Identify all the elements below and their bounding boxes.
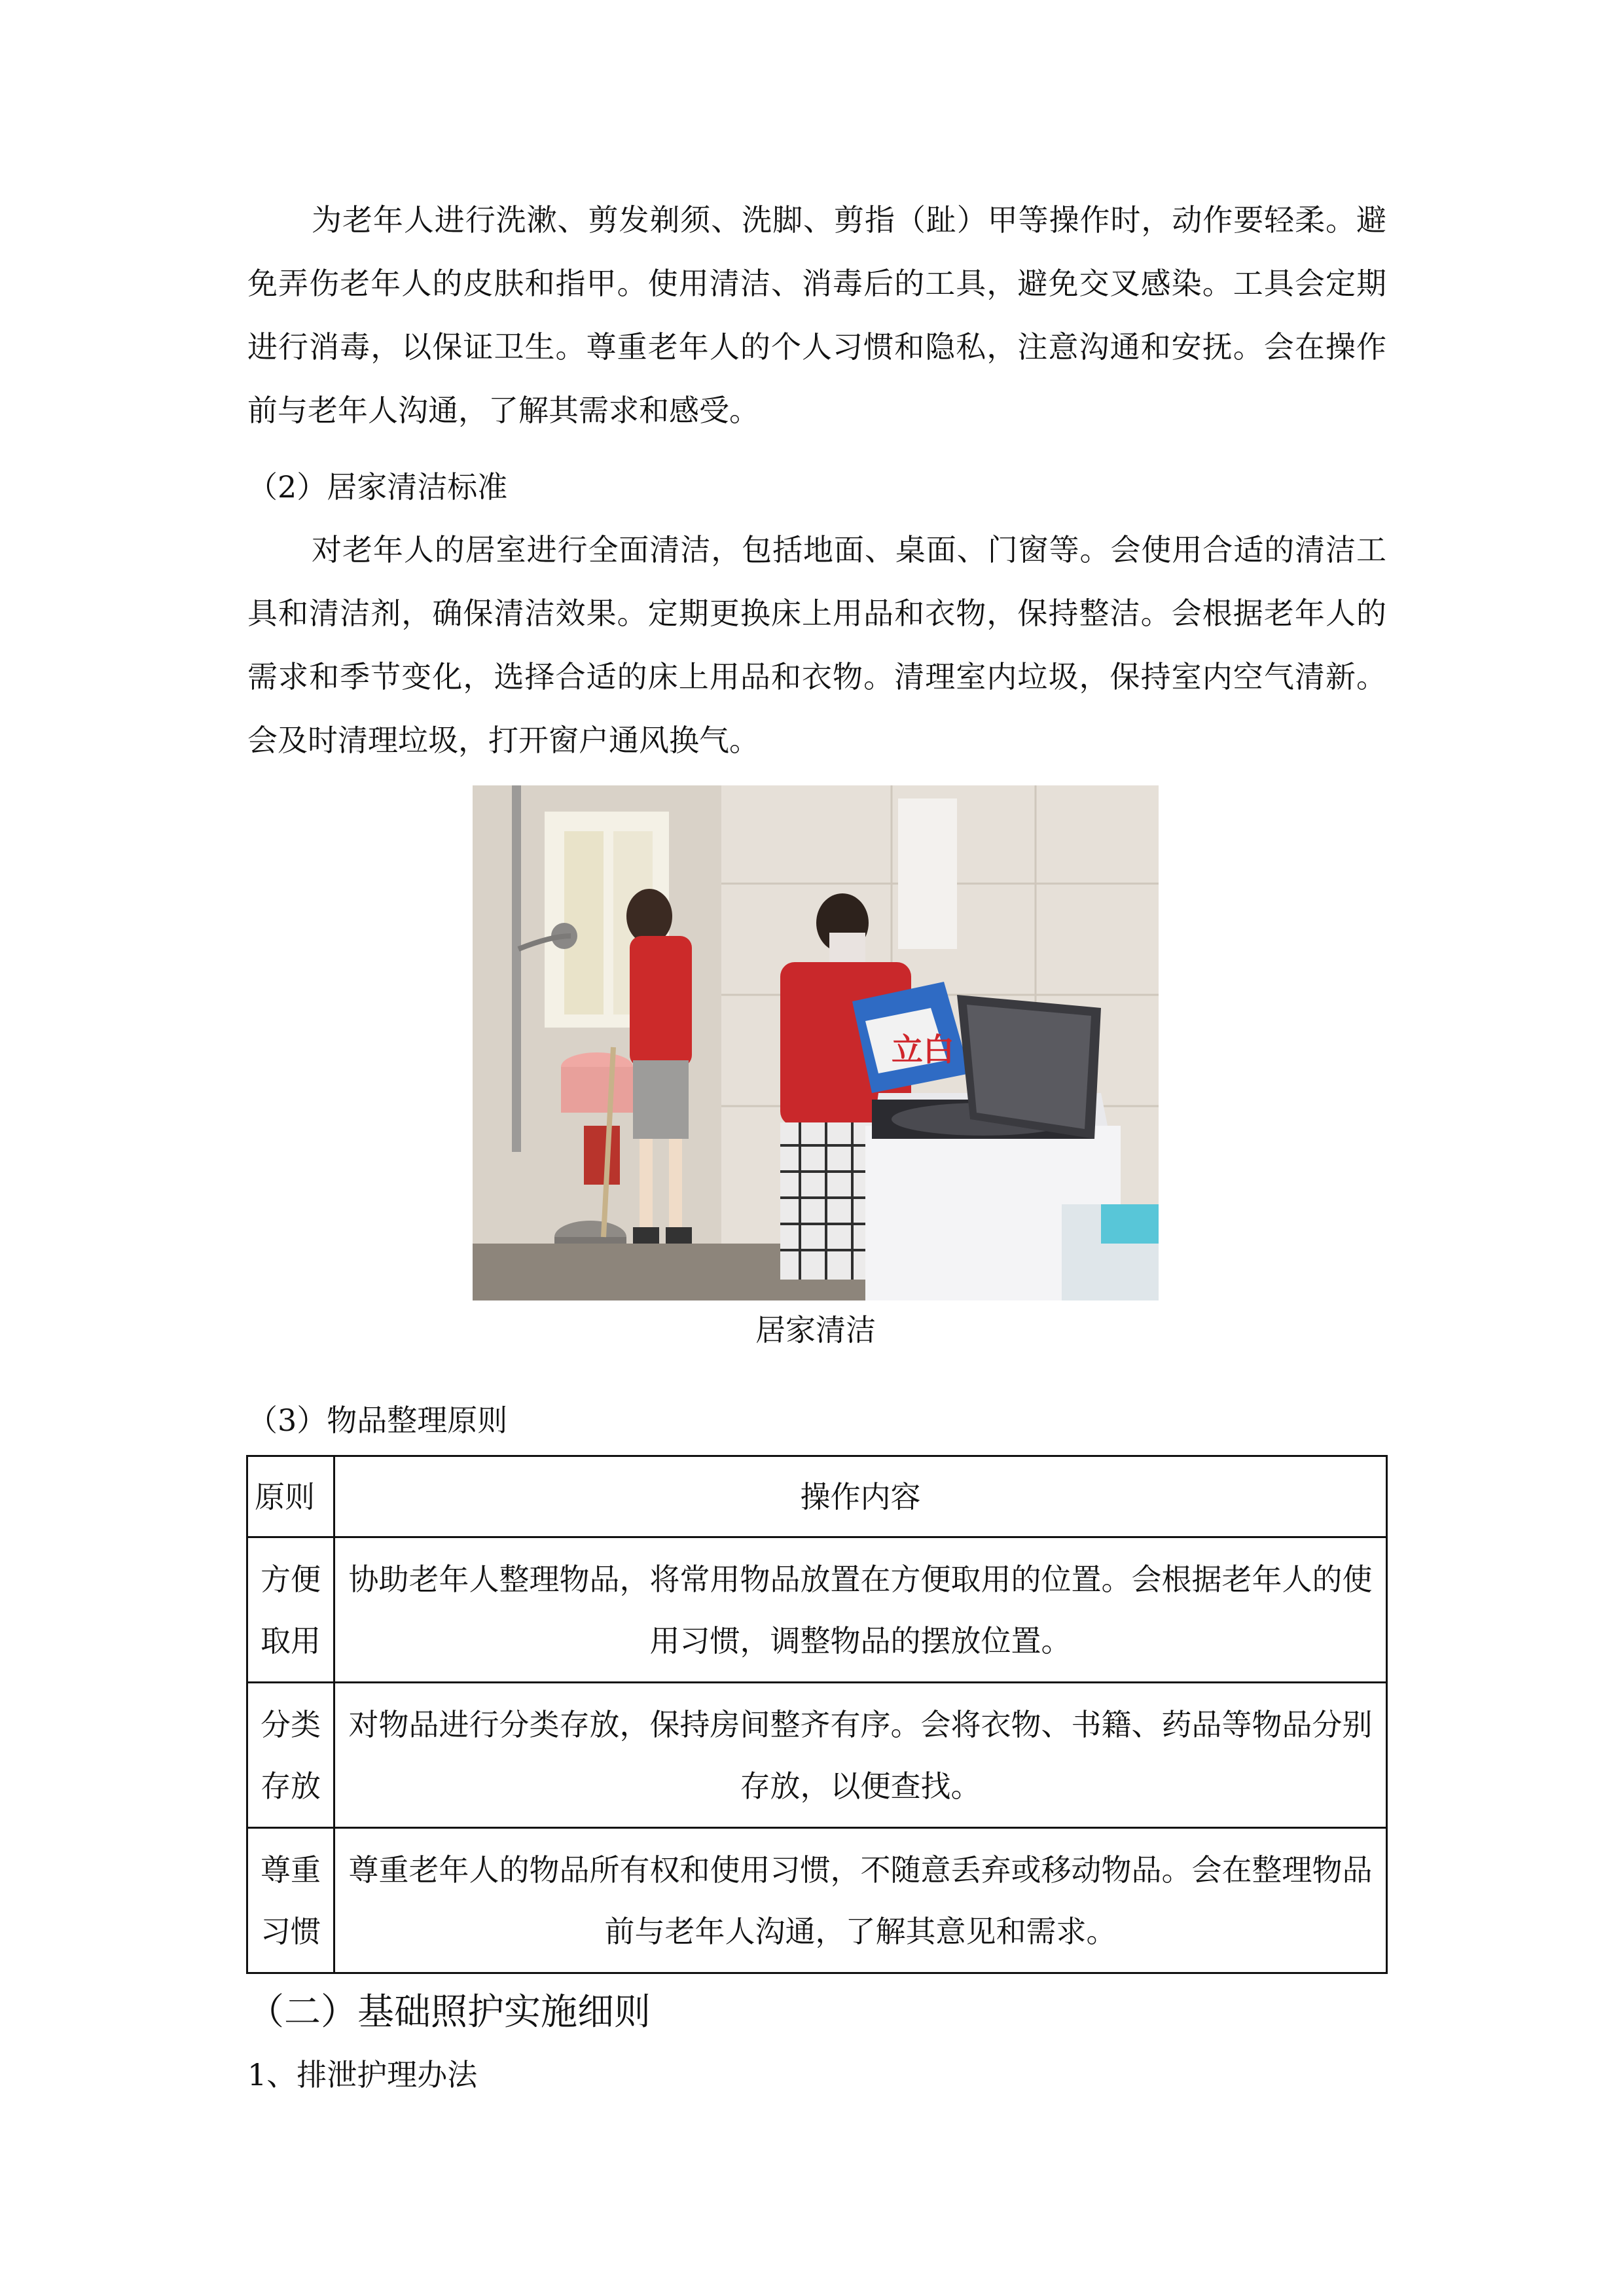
- table-cell-principle: 尊重习惯: [247, 1828, 334, 1973]
- photo-caption: 居家清洁: [755, 1312, 876, 1348]
- intro-paragraph: 为老年人进行洗漱、剪发剃须、洗脚、剪指（趾）甲等操作时，动作要轻柔。避免弄伤老年人的皮肤和指甲。使用清洁、消毒后的工具，避免交叉感染。工具会定期进行消毒，以保证卫生。尊重老年人的个人习惯和隐私，注意沟通和安抚。会在操作前与老年人沟通，了解其需求和感受。: [247, 202, 1386, 428]
- subheading-excretion-care: 1、排泄护理办法: [247, 2057, 478, 2092]
- cleaning-paragraph: 对老年人的居室进行全面清洁，包括地面、桌面、门窗等。会使用合适的清洁工具和清洁剂，确保清洁效果。定期更换床上用品和衣物，保持整洁。会根据老年人的需求和季节变化，选择合适的床上用品和衣物。清理室内垃圾，保持室内空气清新。会及时清理垃圾，打开窗户通风换气。: [247, 532, 1386, 758]
- table-row: [247, 1537, 1387, 1683]
- table-cell-content: 对物品进行分类存放，保持房间整齐有序。会将衣物、书籍、药品等物品分别存放，以便查找。: [334, 1683, 1387, 1828]
- table-cell-principle: 分类存放: [247, 1683, 334, 1828]
- home-cleaning-photo: [473, 785, 1159, 1300]
- table-header-principle: 原则: [247, 1456, 334, 1537]
- table-cell-content: 协助老年人整理物品，将常用物品放置在方便取用的位置。会根据老年人的使用习惯，调整物品的摆放位置。: [334, 1537, 1387, 1683]
- organizing-principles-table: [246, 1455, 1388, 1974]
- section-heading-cleaning: （2）居家清洁标准: [247, 469, 508, 505]
- table-row: [247, 1683, 1387, 1828]
- table-row: [247, 1828, 1387, 1973]
- table-header-content: 操作内容: [334, 1456, 1387, 1537]
- chapter-heading: （二）基础照护实施细则: [247, 1991, 651, 2034]
- table-header-row: [247, 1456, 1387, 1537]
- table-cell-principle: 方便取用: [247, 1537, 334, 1683]
- section-heading-organizing: （3）物品整理原则: [247, 1403, 508, 1438]
- table-cell-content: 尊重老年人的物品所有权和使用习惯，不随意丢弃或移动物品。会在整理物品前与老年人沟通，了解其意见和需求。: [334, 1828, 1387, 1973]
- detergent-label: 立白: [892, 1031, 955, 1068]
